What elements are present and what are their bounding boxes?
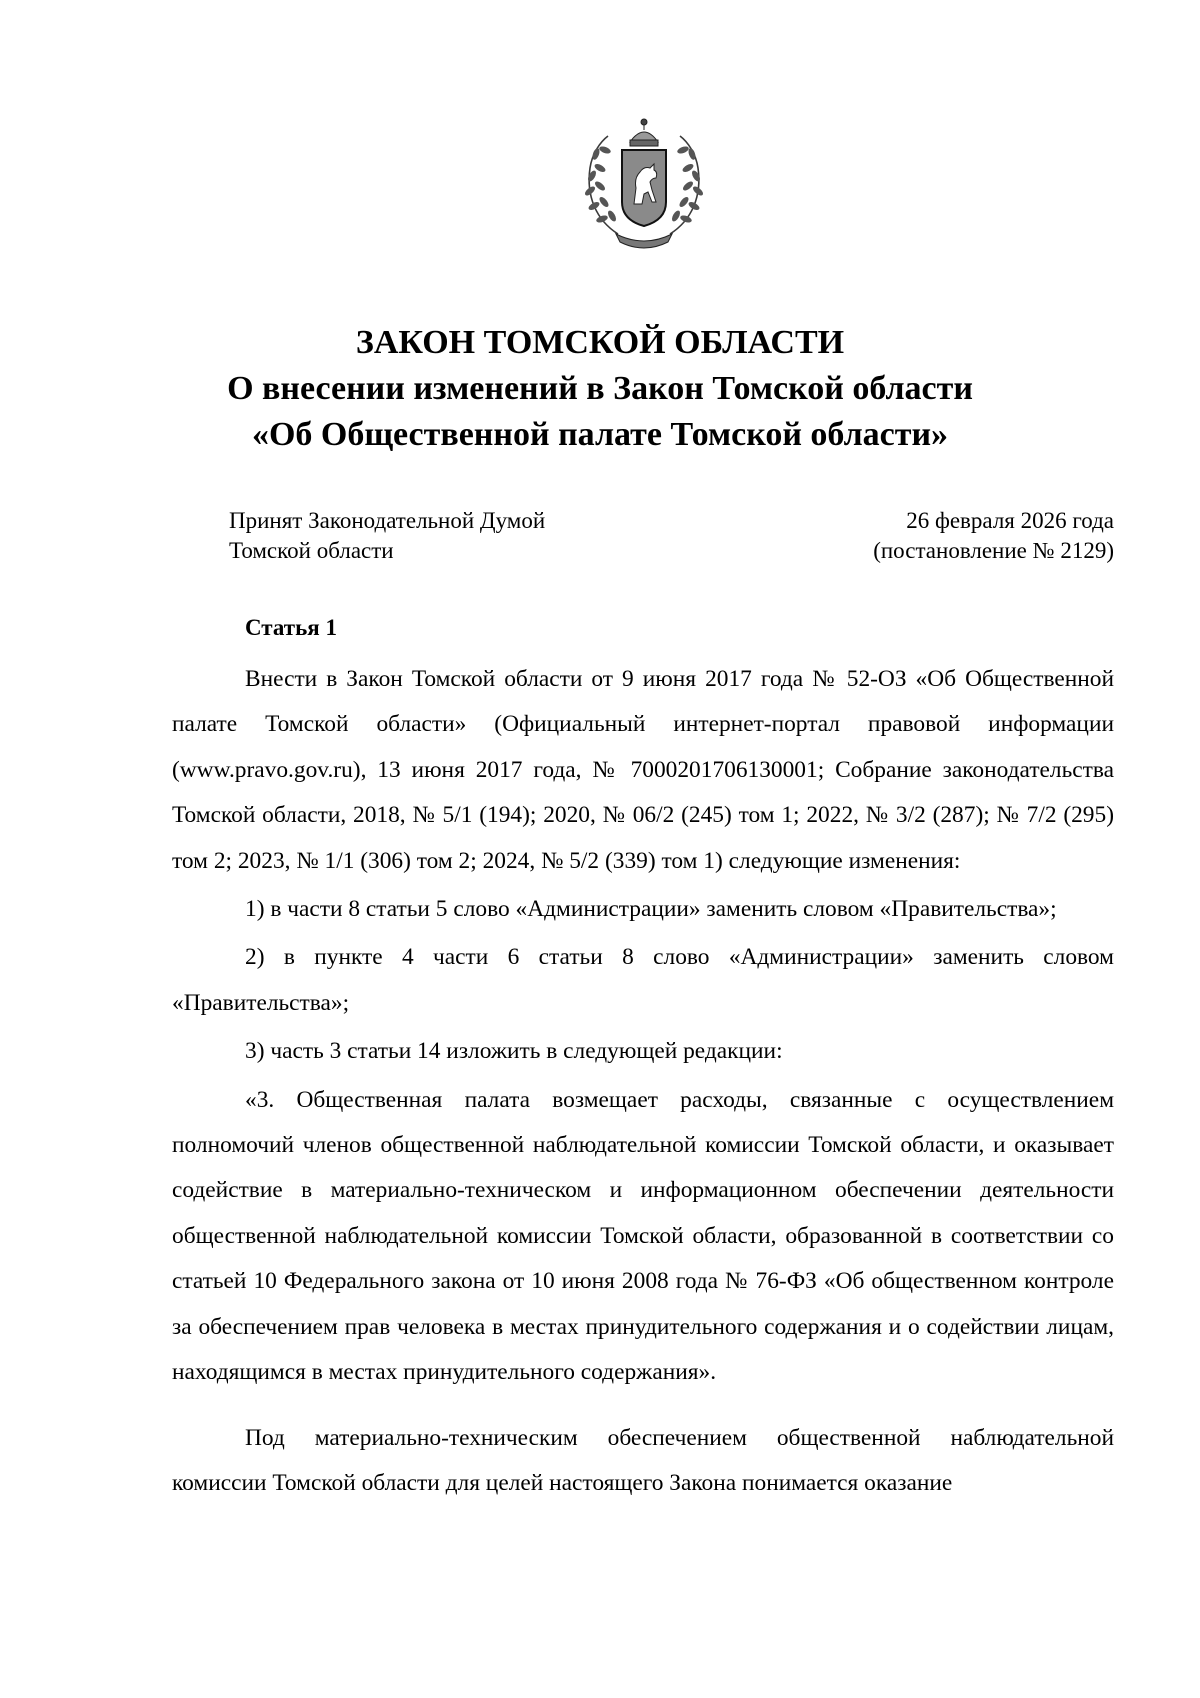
paragraph-item-3: 3) часть 3 статьи 14 изложить в следующей редакции: <box>245 1038 783 1065</box>
adopted-line2: Томской области <box>229 538 394 563</box>
adopted-by-block <box>229 506 545 566</box>
document-subtitle-line2: «Об Общественной палате Томской области» <box>251 416 949 453</box>
adoption-date-block <box>873 506 1114 566</box>
paragraph-item-1: 1) в части 8 статьи 5 слово «Администрации» заменить словом «Правительства»; <box>245 896 1057 923</box>
paragraph-intro: Внести в Закон Томской области от 9 июня 2017 года № 52-ОЗ «Об Общественной палате Томской области» (Официальный интернет-портал правовой информации (www.pravo.gov.ru), 13 июня 2017 года, № 7000201706130001; Собрание законодательства Томской области, 2018, № 5/1 (194); 2020, № 06/2 (245) том 1; 2022, № 3/2 (287); № 7/2 (295) том 2; 2023, № 1/1 (306) том 2; 2024, № 5/2 (339) том 1) следующие изменения: <box>172 666 1114 874</box>
article-heading: Статья 1 <box>245 615 337 640</box>
document-subtitle-line1: О внесении изменений в Закон Томской области <box>227 370 973 407</box>
paragraph-item-2: 2) в пункте 4 части 6 статьи 8 слово «Администрации» заменить словом «Правительства»; <box>172 944 1114 1016</box>
resolution-number: (постановление № 2129) <box>873 538 1114 563</box>
title-block <box>0 320 1200 458</box>
article-body <box>172 657 1114 1506</box>
paragraph-quote: «3. Общественная палата возмещает расходы, связанные с осуществлением полномочий членов общественной наблюдательной комиссии Томской области, и оказывает содействие в материально-техническом и информационном обеспечении деятельности общественной наблюдательной комиссии Томской области, образованной в соответствии со статьей 10 Федерального закона от 10 июня 2008 года № 76-ФЗ «Об общественном контроле за обеспечением прав человека в местах принудительного содержания и о содействии лицам, находящимся в местах принудительного содержания». <box>172 1086 1114 1386</box>
document-title: ЗАКОН ТОМСКОЙ ОБЛАСТИ <box>355 324 845 361</box>
paragraph-material-support: Под материально-техническим обеспечением общественной наблюдательной комиссии Томской области для целей настоящего Закона понимается оказание <box>172 1424 1114 1496</box>
adoption-date: 26 февраля 2026 года <box>906 508 1114 533</box>
coat-of-arms-emblem <box>578 116 710 250</box>
adopted-line1: Принят Законодательной Думой <box>229 508 546 533</box>
